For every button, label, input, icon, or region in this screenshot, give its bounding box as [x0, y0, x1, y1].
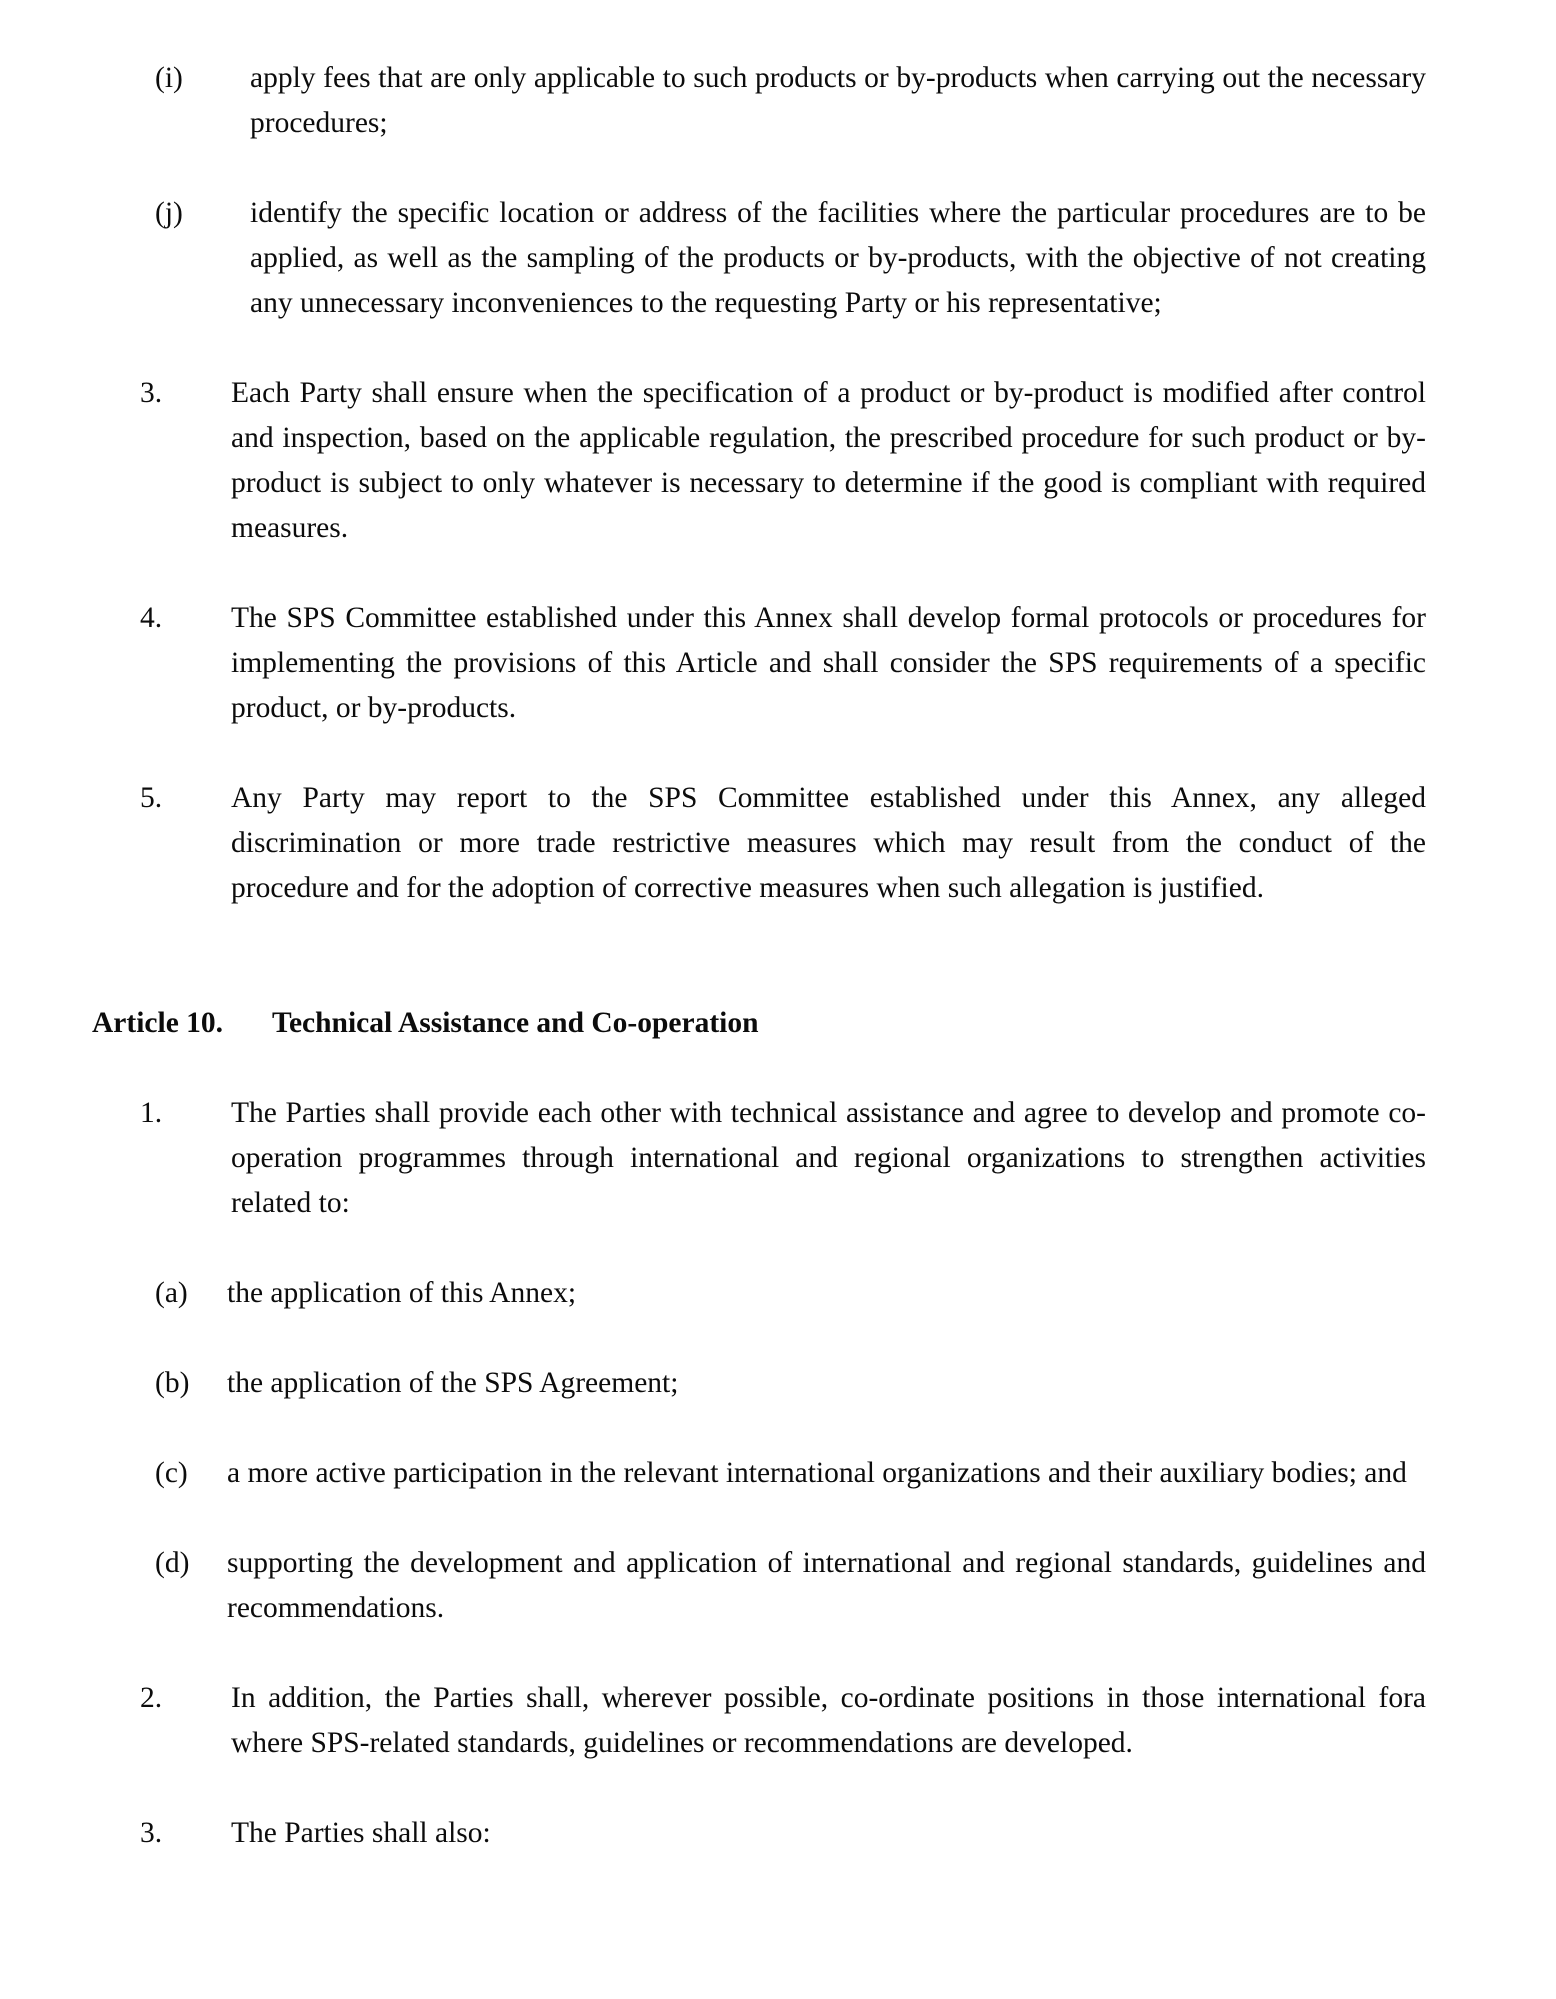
- list-item-text: the application of this Annex;: [227, 1277, 577, 1309]
- list-item-text: The Parties shall also:: [231, 1817, 491, 1849]
- list-item: [0, 1541, 1426, 1631]
- list-item-text: supporting the development and application of international and regional standards, guidelines and recommendations.: [227, 1547, 1426, 1624]
- list-marker: 4.: [140, 602, 163, 634]
- article-heading-title: Technical Assistance and Co-operation: [272, 1007, 759, 1039]
- list-item: [0, 1451, 1426, 1496]
- list-item: [0, 1271, 1426, 1316]
- article-heading: [0, 1001, 1426, 1046]
- list-marker: (a): [155, 1277, 188, 1309]
- list-item: [0, 1361, 1426, 1406]
- list-marker: (d): [155, 1547, 190, 1579]
- list-item: [0, 776, 1426, 911]
- article-heading-label: Article 10.: [92, 1007, 224, 1039]
- list-marker: 2.: [140, 1682, 163, 1714]
- list-marker: 3.: [140, 1817, 163, 1849]
- list-item: [0, 1811, 1426, 1856]
- list-item-text: In addition, the Parties shall, wherever possible, co-ordinate positions in those international fora where SPS-related standards, guidelines or recommendations are developed.: [231, 1682, 1426, 1759]
- list-item-text: a more active participation in the relevant international organizations and their auxiliary bodies; and: [227, 1457, 1407, 1489]
- list-item-text: identify the specific location or address of the facilities where the particular procedures are to be applied, as well as the sampling of the products or by-products, with the objective of not creating any unnecessary inconveniences to the requesting Party or his representative;: [250, 197, 1426, 319]
- list-item: [0, 1676, 1426, 1766]
- list-item-text: The SPS Committee established under this Annex shall develop formal protocols or procedures for implementing the provisions of this Article and shall consider the SPS requirements of a specific product, or by-products.: [231, 602, 1426, 724]
- list-marker: (b): [155, 1367, 190, 1399]
- list-item-text: the application of the SPS Agreement;: [227, 1367, 679, 1399]
- list-item-text: Each Party shall ensure when the specification of a product or by-product is modified after control and inspection, based on the applicable regulation, the prescribed procedure for such product or by-product is subject to only whatever is necessary to determine if the good is compliant with required measures.: [231, 377, 1426, 544]
- list-marker: (c): [155, 1457, 188, 1489]
- list-marker: 3.: [140, 377, 163, 409]
- list-item: [0, 56, 1426, 146]
- list-item-text: apply fees that are only applicable to such products or by-products when carrying out the necessary procedures;: [250, 62, 1426, 139]
- list-marker: 1.: [140, 1097, 163, 1129]
- list-marker: (i): [155, 62, 183, 94]
- list-item: [0, 371, 1426, 551]
- list-marker: 5.: [140, 782, 163, 814]
- list-item-text: The Parties shall provide each other with technical assistance and agree to develop and promote co-operation programmes through international and regional organizations to strengthen activities related to:: [231, 1097, 1426, 1219]
- list-item: [0, 596, 1426, 731]
- list-item-text: Any Party may report to the SPS Committee established under this Annex, any alleged discrimination or more trade restrictive measures which may result from the conduct of the procedure and for the adoption of corrective measures when such allegation is justified.: [231, 782, 1426, 904]
- list-item: [0, 191, 1426, 326]
- list-item: [0, 1091, 1426, 1226]
- list-marker: (j): [155, 197, 183, 229]
